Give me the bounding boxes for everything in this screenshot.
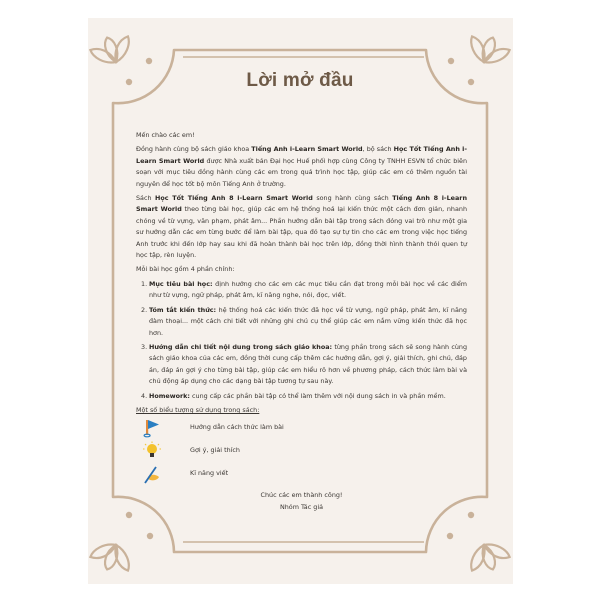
- legend-label: Kĩ năng viết: [190, 469, 229, 478]
- text: theo từng bài học, giúp các em hệ thống hoá lại kiến thức một cách đơn giản, nhanh chóng về từ vựng, văn phạm, phát âm... Phần hướng dẫn bài tập trong sách đóng vai trò như một gia sư hướng dẫn các em từng bước để làm bài tập, qua đó tạo sự tự tin cho các em trong việc học tiếng Anh trước khi đến lớp hay sau khi đã hoàn thành bài học trên lớp, đồng thời hình thành thói quen tự học tập, rèn luyện.: [136, 205, 467, 260]
- legend-label: Hướng dẫn cách thức làm bài: [190, 423, 284, 432]
- section-text: hệ thống hoá các kiến thức đã học về từ vựng, ngữ pháp, phát âm, kĩ năng đàm thoại... một cách chi tiết với những ghi chú cụ thể giúp các em nắm vững kiến thức đã học hơn.: [149, 305, 467, 337]
- list-item: [136, 342, 467, 388]
- pen-writing-icon: [142, 464, 162, 484]
- sections-intro: Mỗi bài học gồm 4 phần chính:: [136, 265, 235, 274]
- leaf-ornament-icon: [88, 31, 134, 69]
- section-text: từng phần trong sách sẽ song hành cùng sách giáo khoa của các em, đồng thời cung cấp thêm các hướng dẫn, gợi ý, giải thích, ghi chú, đáp án, đáp án gợi ý cho từng bài tập, giúp các em hiểu rõ hơn về phương pháp, cách thức làm bài và chủ động áp dụng cho các dạng bài tập tương tự sau này.: [149, 342, 467, 386]
- book-title: Tiếng Anh 8 i-Learn Smart World: [136, 194, 468, 214]
- section-label: Tóm tắt kiến thức:: [149, 305, 217, 314]
- icon-legend-row: [136, 439, 467, 462]
- document-body: [136, 130, 467, 513]
- list-item: [136, 279, 467, 302]
- legend-label: Gợi ý, giải thích: [190, 446, 240, 455]
- intro-paragraph: [136, 144, 467, 190]
- text: , bộ sách: [362, 145, 394, 154]
- page-title: Lời mở đầu: [246, 70, 354, 91]
- closing-text: Chúc các em thành công!: [260, 491, 343, 500]
- book-title: Học Tốt Tiếng Anh i-Learn Smart World: [136, 145, 467, 165]
- text: song hành cùng sách: [312, 194, 393, 203]
- closing: [136, 489, 467, 513]
- book-title: Học Tốt Tiếng Anh 8 i-Learn Smart World: [155, 194, 313, 203]
- list-item: [136, 305, 467, 339]
- icons-heading: Một số biểu tượng sử dụng trong sách:: [136, 405, 260, 414]
- list-item: [136, 391, 467, 402]
- section-text: định hướng cho các em các mục tiêu cần đạt trong mỗi bài học về các điểm như từ vựng, ngữ pháp, phát âm, kĩ năng nghe, nói, đọc, viết.: [149, 279, 467, 300]
- icon-legend-row: [136, 462, 467, 485]
- list-number: 3.: [141, 342, 148, 351]
- lightbulb-icon: [142, 441, 162, 461]
- signature: Nhóm Tác giả: [279, 503, 324, 512]
- sections-list: [136, 279, 467, 402]
- text: Sách: [136, 194, 156, 203]
- section-text: cung cấp các phần bài tập có thể làm thêm với nội dung sách in và phần mềm.: [189, 391, 446, 400]
- text: Đồng hành cùng bộ sách giáo khoa: [136, 145, 252, 154]
- description-paragraph: [136, 193, 467, 261]
- greeting: Mến chào các em!: [136, 131, 195, 139]
- flag-icon: [142, 418, 162, 438]
- icon-legend-row: [136, 416, 467, 439]
- section-label: Mục tiêu bài học:: [149, 279, 213, 288]
- section-label: Hướng dẫn chi tiết nội dung trong sách giáo khoa:: [149, 342, 333, 351]
- text: được Nhà xuất bản Đại học Huế phối hợp cùng Công ty TNHH ESVN tổ chức biên soạn với mục tiêu đồng hành cùng các em trong quá trình học tập, giúp các em có thêm nguồn tài nguyên để học tốt bộ môn Tiếng Anh ở trường.: [136, 156, 468, 188]
- list-number: 4.: [141, 391, 148, 400]
- section-label: Homework:: [149, 391, 190, 400]
- list-number: 1.: [141, 279, 148, 288]
- list-number: 2.: [141, 305, 148, 314]
- book-title: Tiếng Anh i-Learn Smart World: [251, 145, 363, 154]
